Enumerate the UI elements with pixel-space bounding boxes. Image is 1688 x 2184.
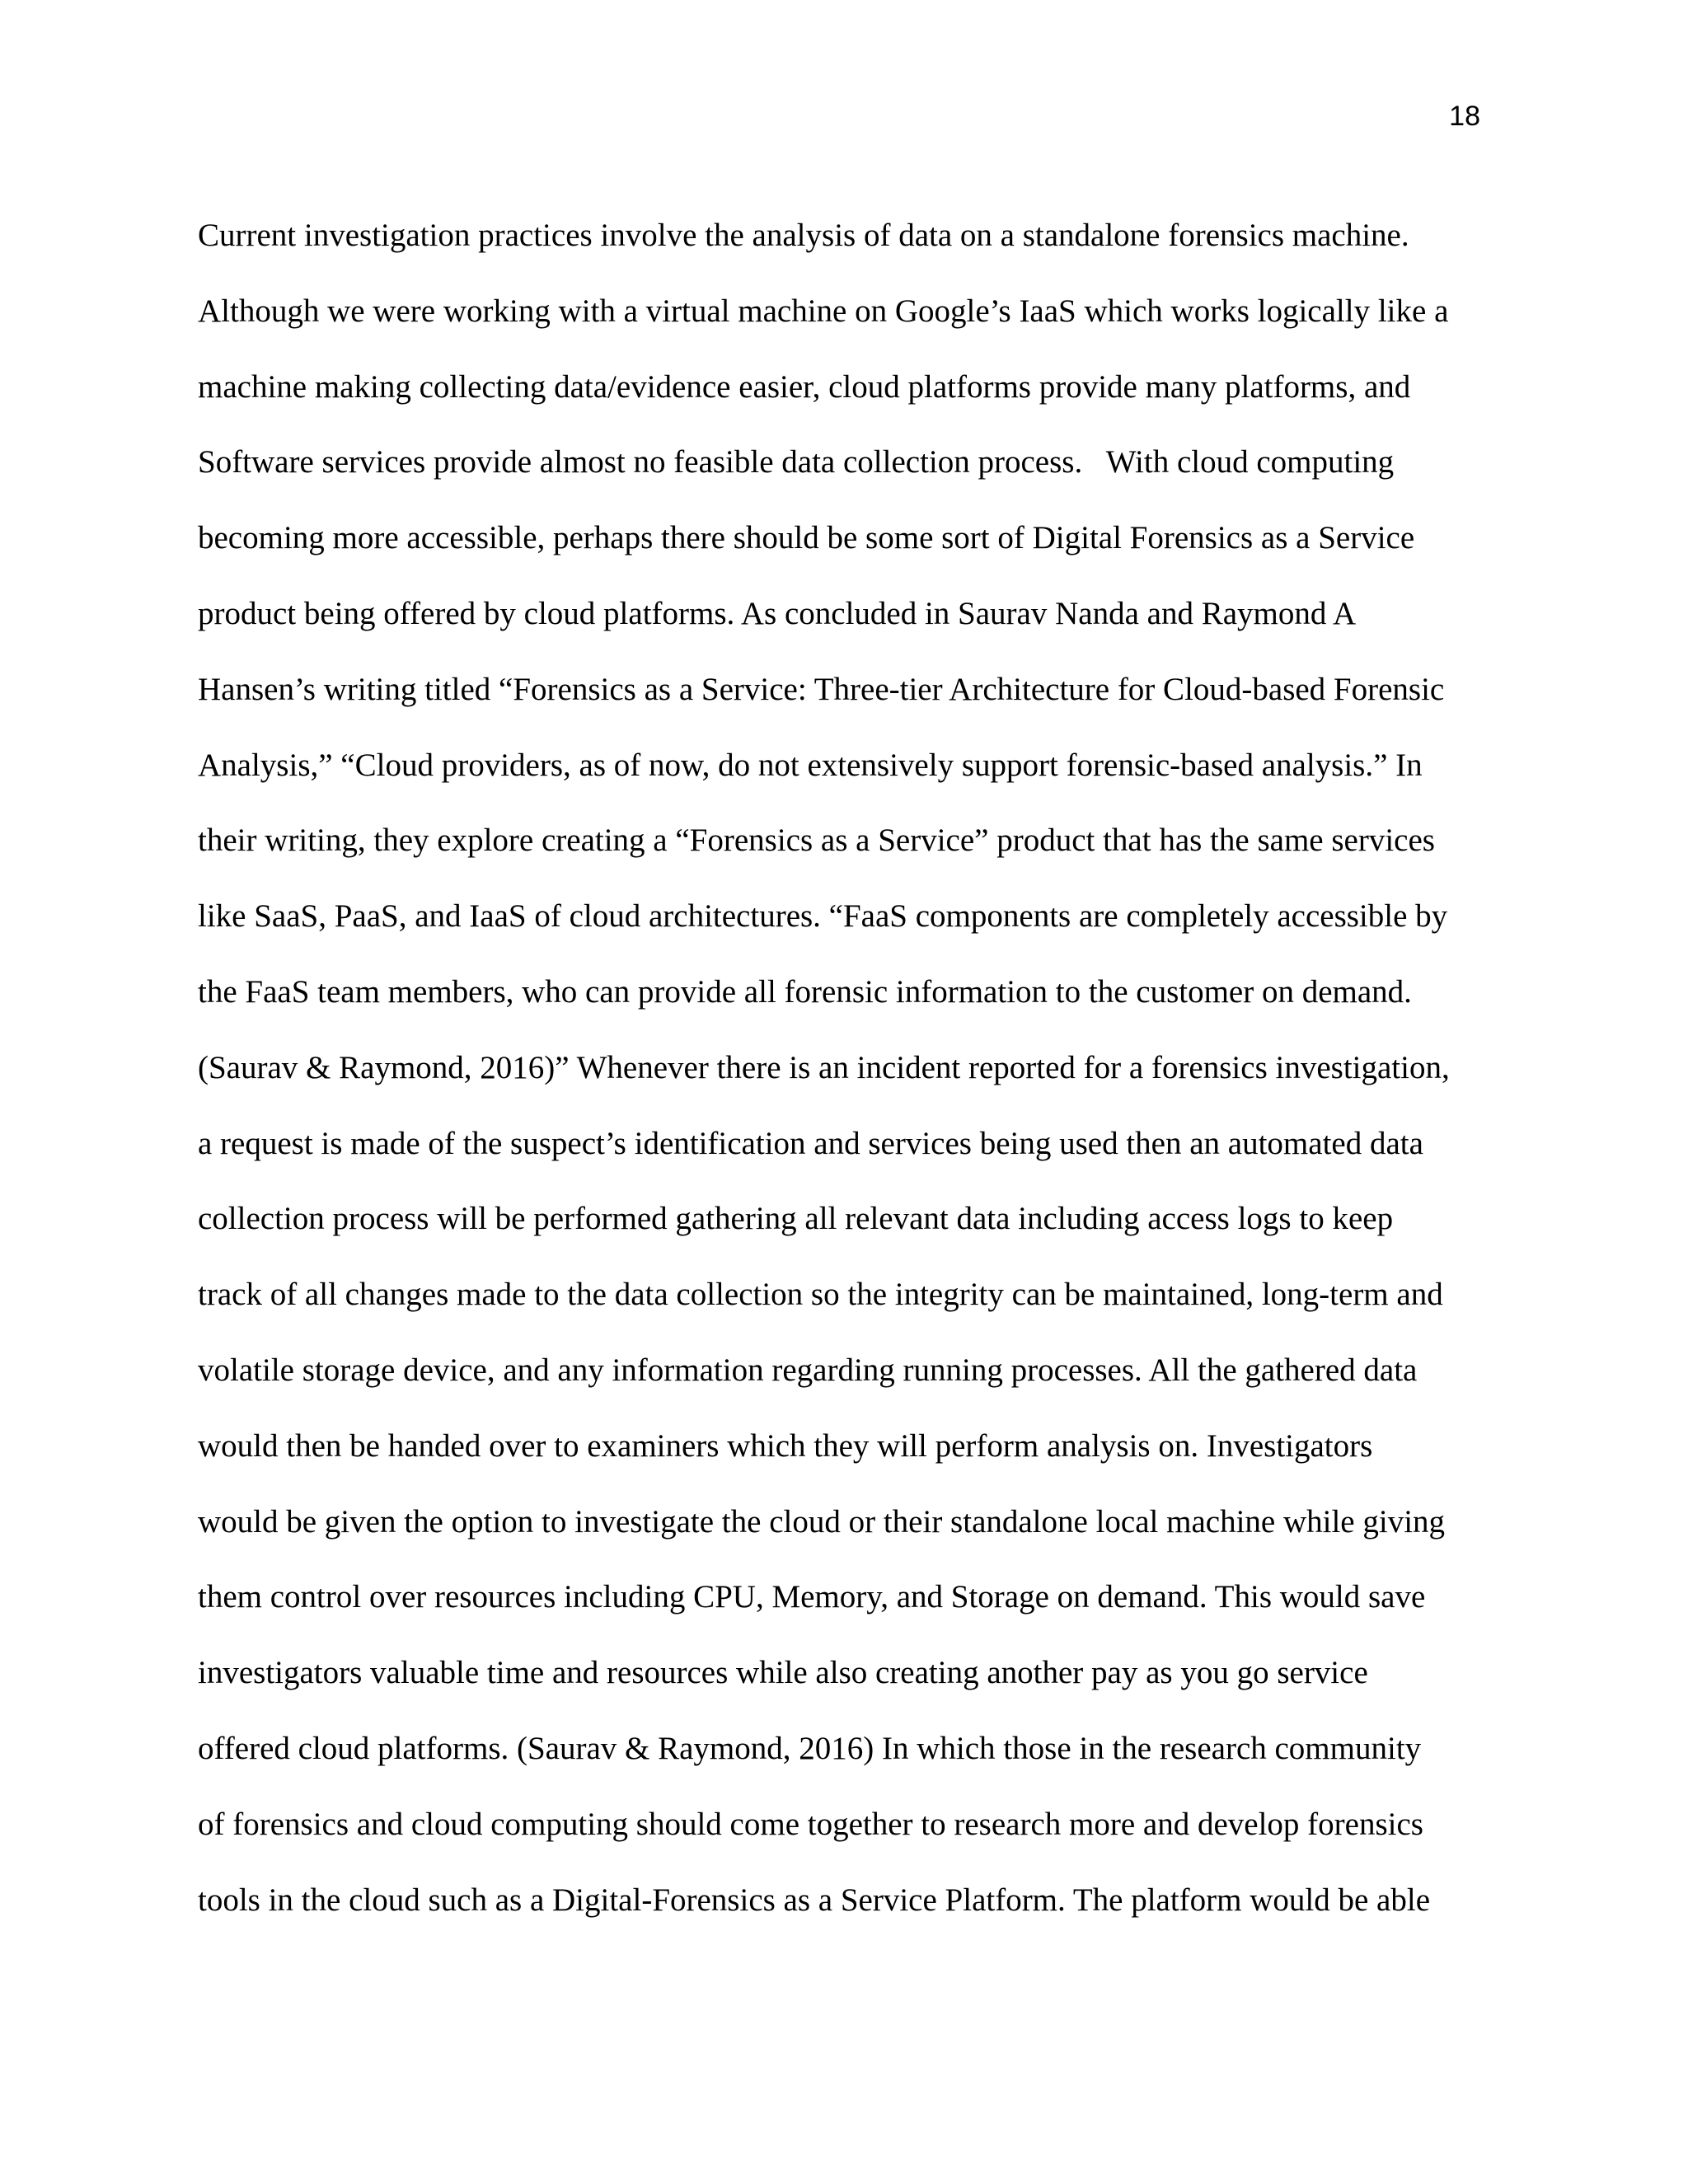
text-line: Hansen’s writing titled “Forensics as a Service: Three-tier Architecture for Cloud-based Forensic — [198, 671, 1445, 707]
text-line: a request is made of the suspect’s identification and services being used then an automated data — [198, 1125, 1423, 1161]
text-line: the FaaS team members, who can provide all forensic information to the customer on demand. — [198, 973, 1412, 1010]
text-line: their writing, they explore creating a “Forensics as a Service” product that has the same services — [198, 823, 1435, 859]
page-number: 18 — [1449, 101, 1480, 132]
text-line: of forensics and cloud computing should come together to research more and develop forensics — [198, 1806, 1423, 1842]
text-line: investigators valuable time and resources while also creating another pay as you go service — [198, 1655, 1368, 1691]
text-line: track of all changes made to the data collection so the integrity can be maintained, long-term and — [198, 1277, 1443, 1313]
text-line: like SaaS, PaaS, and IaaS of cloud architectures. “FaaS components are completely accessible by — [198, 898, 1448, 935]
text-line: (Saurav & Raymond, 2016)” Whenever there is an incident reported for a forensics investigation, — [198, 1049, 1450, 1085]
text-line: volatile storage device, and any information regarding running processes. All the gathered data — [198, 1352, 1418, 1388]
text-line: offered cloud platforms. (Saurav & Raymond, 2016) In which those in the research community — [198, 1730, 1422, 1766]
text-line: Software services provide almost no feasible data collection process. With cloud computing — [198, 444, 1395, 480]
text-line: tools in the cloud such as a Digital-Forensics as a Service Platform. The platform would be able — [198, 1882, 1431, 1918]
text-line: would be given the option to investigate the cloud or their standalone local machine while giving — [198, 1503, 1446, 1540]
text-line: Although we were working with a virtual machine on Google’s IaaS which works logically like a — [198, 293, 1449, 329]
text-line: them control over resources including CPU, Memory, and Storage on demand. This would save — [198, 1579, 1426, 1615]
body-paragraph — [198, 198, 1533, 1938]
text-line: would then be handed over to examiners which they will perform analysis on. Investigators — [198, 1427, 1373, 1464]
text-line: becoming more accessible, perhaps there should be some sort of Digital Forensics as a Service — [198, 520, 1415, 556]
text-line: collection process will be performed gathering all relevant data including access logs to keep — [198, 1201, 1394, 1237]
text-line: Analysis,” “Cloud providers, as of now, do not extensively support forensic-based analysis.” In — [198, 747, 1423, 783]
text-line: Current investigation practices involve the analysis of data on a standalone forensics machine. — [198, 218, 1409, 253]
text-line: product being offered by cloud platforms. As concluded in Saurav Nanda and Raymond A — [198, 595, 1357, 631]
text-line: machine making collecting data/evidence easier, cloud platforms provide many platforms, and — [198, 368, 1411, 405]
